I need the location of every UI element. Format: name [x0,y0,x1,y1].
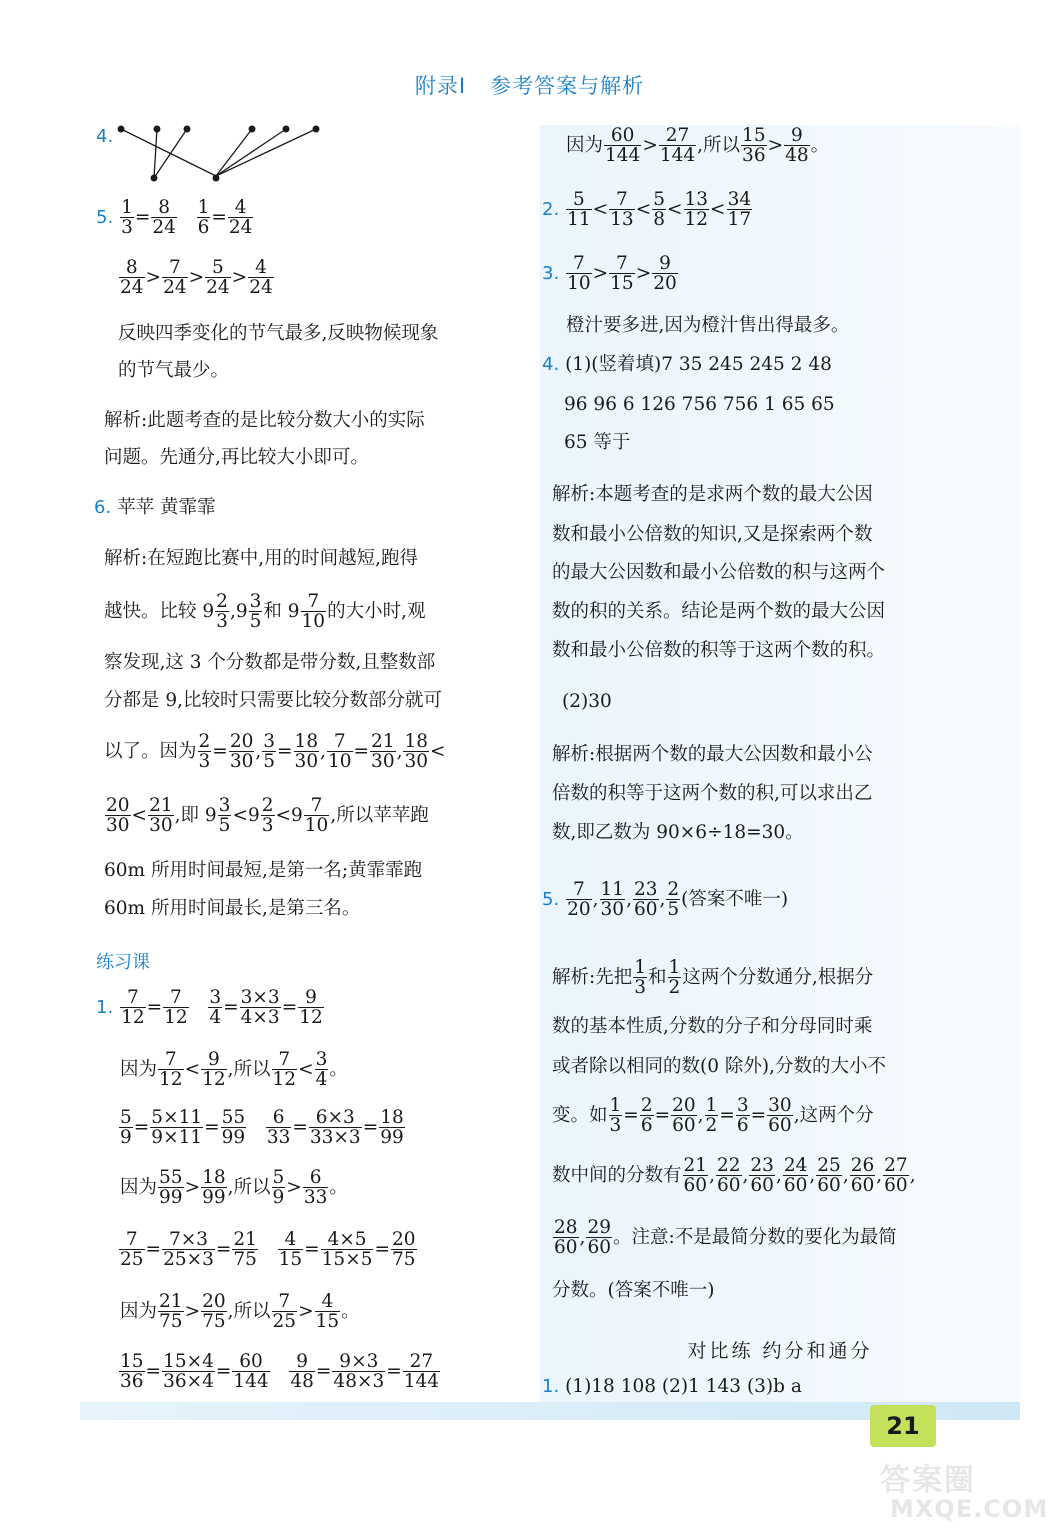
q6-analysis8: 60m 所用时间最长,是第三名。 [104,898,361,919]
q5-number: 5. [96,206,114,228]
p1-line1: 1. $\frac{7}{12}$ = $\frac{7}{12}$ $\frac{3}{4}$ = $\frac{3\times 3}{4\times 3}$ = $\frac{9}{12}$ [96,987,323,1029]
header-appendix: 附录Ⅰ [414,74,467,98]
r2-number: 2. [542,198,560,220]
r5-analysis7: 分数。(答案不唯一) [552,1280,715,1301]
header-title: 参考答案与解析 [490,74,645,98]
q6-answer-line [94,499,215,518]
q5-analysis1: 解析:此题考查的是比较分数大小的实际 [104,410,425,431]
r5-number: 5. [542,888,560,910]
r5-analysis4: 变。如 $\frac{1}{3}$ = $\frac{2}{6}$ = $\frac{20}{60}$ , $\frac{1}{2}$ = $\frac{3}{6}$ = $\frac{30}{60}$ ,这两个分 [552,1095,874,1137]
r4-analysis4: 数的积的关系。结论是两个数的最大公因 [552,601,886,622]
p1-line7: $\frac{15}{36}$ = $\frac{15\times 4}{36\times 4}$ = $\frac{60}{144}$ $\frac{9}{48}$ = $\frac{9\times 3}{48\times 3}$ = $\frac{27}{144}$ [120,1351,440,1393]
r4-part2: (2)30 [562,691,612,712]
r4-analysis1: 解析:本题考查的是求两个数的最大公因 [552,484,873,505]
r4-line3: 65 等于 [564,432,631,453]
r5-analysis3: 或者除以相同的数(0 除外),分数的大小不 [552,1056,886,1077]
r4-analysis-b1: 解析:根据两个数的最大公因数和最小公 [552,744,873,765]
r5-analysis1: 解析:先把 $\frac{1}{3}$ 和 $\frac{1}{2}$ 这两个分数通分,根据分 [552,957,874,999]
matching-lines-diagram [112,120,327,186]
r3-line: 3. $\frac{7}{10}$ > $\frac{7}{15}$ > $\frac{9}{20}$ [542,253,677,295]
q6-analysis1: 解析:在短跑比赛中,用的时间越短,跑得 [104,548,418,569]
r4-line2: 96 96 6 126 756 756 1 65 65 [564,394,835,415]
c1-number: 1. [542,1376,560,1397]
q6-analysis5: 以了。因为 $\frac{2}{3}$ = $\frac{20}{30}$ , $\frac{3}{5}$ = $\frac{18}{30}$ , $\frac{7}{10}$ = $\frac{21}{30}$ , $\frac{18}{30}$ < [104,731,446,773]
r4-analysis3: 的最大公因数和最小公倍数的积与这两个 [552,562,886,583]
p1-line4: 因为 $\frac{55}{99}$ > $\frac{18}{99}$ ,所以 $\frac{5}{9}$ > $\frac{6}{33}$ 。 [120,1167,348,1209]
watermark-url: MXQE.COM [890,1495,1049,1523]
q5-analysis2: 问题。先通分,再比较大小即可。 [104,447,369,468]
q5-fractions-line2: $\frac{8}{24}$ > $\frac{7}{24}$ > $\frac{5}{24}$ > $\frac{4}{24}$ [120,257,273,299]
p1-number: 1. [96,996,114,1018]
r3-text: 橙汁要多进,因为橙汁售出得最多。 [566,315,850,336]
q6-analysis4: 分都是 9,比较时只需要比较分数部分就可 [104,690,443,711]
watermark-logo: 答案圈 [880,1463,976,1498]
c1-line: 1. (1)18 108 (2)1 143 (3)b a [542,1376,802,1397]
r5-line: 5. $\frac{7}{20}$ , $\frac{11}{30}$ , $\frac{23}{60}$ , $\frac{2}{5}$ (答案不唯一) [542,879,789,921]
q5-text1: 反映四季变化的节气最多,反映物候现象 [118,323,439,344]
q5-fractions-line1: 5. $\frac{1}{3}$ = $\frac{8}{24}$ $\frac{1}{6}$ = $\frac{4}{24}$ [96,197,253,239]
q6-analysis3: 察发现,这 3 个分数都是带分数,且整数部 [104,652,436,673]
p1-line2: 因为 $\frac{7}{12}$ < $\frac{9}{12}$ ,所以 $\frac{7}{12}$ < $\frac{3}{4}$ 。 [120,1049,348,1091]
r4-analysis-b3: 数,即乙数为 90×6÷18=30。 [552,822,804,843]
q6-number: 6. [94,497,112,518]
page-number: 21 [870,1405,936,1447]
p1-line3: $\frac{5}{9}$ = $\frac{5\times 11}{9\times 11}$ = $\frac{55}{99}$ $\frac{6}{33}$ = $\frac{6\times 3}{33\times 3}$ = $\frac{18}{99}$ [120,1107,404,1149]
r4-analysis5: 数和最小公倍数的积等于这两个数的积。 [552,640,886,661]
r4-line1: 4. (1)(竖着填)7 35 245 245 2 48 [542,354,832,375]
q5-text2: 的节气最少。 [118,360,230,381]
r4-analysis2: 数和最小公倍数的知识,又是探索两个数 [552,524,873,545]
q6-analysis7: 60m 所用时间最短,是第一名;黄霏霏跑 [104,860,423,881]
q4-number: 4. [96,126,114,147]
p1-line5: $\frac{7}{25}$ = $\frac{7\times 3}{25\times 3}$ = $\frac{21}{75}$ $\frac{4}{15}$ = $\frac{4\times 5}{15\times 5}$ = $\frac{20}{75}$ [120,1229,416,1271]
r5-analysis5: 数中间的分数有 $\frac{21}{60}$ , $\frac{22}{60}$ , $\frac{23}{60}$ , $\frac{24}{60}$ , $\frac{25}{60}$ , $\frac{26}{60}$ , $\frac{27}{60}$ , [552,1155,916,1197]
practice-section-title: 练习课 [96,952,150,973]
q6-answer: 苹苹 黄霏霏 [117,497,216,518]
r5-analysis6: $\frac{28}{60}$ , $\frac{29}{60}$ 。注意:不是最简分数的要化为最简 [554,1217,897,1259]
r-top-line: 因为 $\frac{60}{144}$ > $\frac{27}{144}$ ,所以 $\frac{15}{36}$ > $\frac{9}{48}$ 。 [566,125,830,167]
r2-line: 2. $\frac{5}{11}$ < $\frac{7}{13}$ < $\frac{5}{8}$ < $\frac{13}{12}$ < $\frac{34}{17}$ [542,189,752,231]
r5-analysis2: 数的基本性质,分数的分子和分母同时乘 [552,1016,873,1037]
p1-line6: 因为 $\frac{21}{75}$ > $\frac{20}{75}$ ,所以 $\frac{7}{25}$ > $\frac{4}{15}$ 。 [120,1291,360,1333]
compare-section-title: 对比练 约分和通分 [687,1340,873,1362]
r4-number: 4. [542,354,560,375]
q6-analysis2: 越快。比较 9 $\frac{2}{3}$ ,9 $\frac{3}{5}$ 和 9 $\frac{7}{10}$ 的大小时,观 [104,591,426,633]
r4-analysis-b2: 倍数的积等于这两个数的积,可以求出乙 [552,783,873,804]
r3-number: 3. [542,262,560,284]
page-header [0,70,1059,100]
q6-analysis6: $\frac{20}{30}$ < $\frac{21}{30}$ ,即 9 $\frac{3}{5}$ <9 $\frac{2}{3}$ <9 $\frac{7}{10}$ ,所以苹苹跑 [106,795,429,837]
